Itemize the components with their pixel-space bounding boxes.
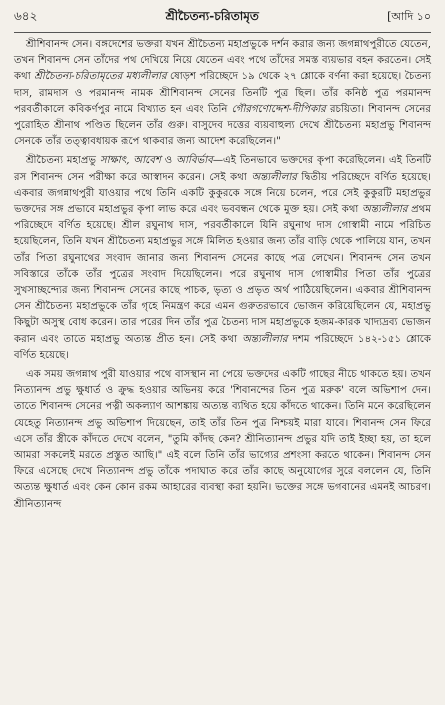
text-run: দশম পরিচ্ছেদে ১৪২-১৫১ শ্লোকে বর্ণিত হয়েছে। — [14, 333, 432, 361]
italic-text: অন্ত্যলীলার — [251, 171, 297, 183]
body-text — [14, 37, 431, 513]
paragraph — [14, 153, 431, 364]
page-header — [14, 8, 431, 33]
italic-text: অন্ত্যলীলার — [362, 204, 408, 216]
text-run: এক সময় জগন্নাথ পুরী যাওয়ার পথে বাসস্থান না পেয়ে ভক্তদের একটি গাছের নীচে থাকতে হয়। তখন নিত্যানন্দ প্রভু ক্ষুধার্ত ও ক্রুদ্ধ হওয়ার অভিনয় করে 'শিবানন্দের তিন পুত্র মরুক' বলে অভিশাপ দেন। তাতে শিবানন্দ সেনের পত্নী অকল্যাণ আশঙ্কায় অত্যন্ত ব্যথিত হয়ে কাঁদতে থাকেন। তিনি মনে করেছিলেন যেহেতু নিত্যানন্দ প্রভু অভিশাপ দিয়েছেন, তাই তাঁর তিন পুত্র নিশ্চয়ই মারা যাবে। শিবানন্দ সেন ফিরে এসে তাঁর স্ত্রীকে কাঁদতে দেখে বলেন, "তুমি কাঁদছ কেন? শ্রীনিত্যানন্দ প্রভুর যদি তাই ইচ্ছা হয়, তা হলে আমরা সকলেই মরতে প্রস্তুত আছি।" এই বলে তিনি তাঁর ভাগ্যের প্রশংসা করতে থাকেন। শিবানন্দ সেন ফিরে এসেছে দেখে নিত্যানন্দ প্রভু তাঁকে পদাঘাত করে তাঁর কাছে অনুযোগের সুরে বললেন যে, তিনি অত্যন্ত ক্ষুধার্ত এবং কেন কোন রকম আহারের ব্যবস্থা করা হয়নি। ভক্তের সঙ্গে ভগবানের এমনই আচরণ। শ্রীনিত্যানন্দ — [14, 369, 431, 510]
text-run: ষোড়শ পরিচ্ছেদে ১৯ থেকে ২৭ শ্লোকে বর্ণনা করা হয়েছে। চৈতন্য দাস, রামদাস ও পরমানন্দ নামক শ্রীশিবানন্দ সেনের তিনটি পুত্র ছিল। তাঁর কনিষ্ঠ পুত্র পরমানন্দ পরবর্তীকালে কবিকর্ণপুর নামে বিখ্যাত হন এবং তিনি — [14, 71, 432, 115]
italic-text: গৌরগণোদ্দেশ-দীপিকার — [231, 103, 326, 115]
text-run: দ্বিতীয় পরিচ্ছেদে বর্ণিত হয়েছে। একবার জগন্নাথপুরী যাওয়ার পথে তিনি একটি কুকুরকে সঙ্গে নিয়ে চলেন, পরে সেই কুকুরটি মহাপ্রভুর ভক্তদের সঙ্গ প্রভাবে মহাপ্রভুর কৃপা লাভ করে এবং ভববন্ধন থেকে মুক্ত হয়। সেই কথা — [14, 171, 431, 216]
text-run: শ্রীচৈতন্য মহাপ্রভু — [26, 155, 100, 167]
italic-text: শ্রীচৈতন্য-চরিতামৃতের মধ্যলীলার — [34, 71, 167, 83]
page-number: ৬৪২ — [14, 9, 38, 23]
text-run: প্রথম পরিচ্ছেদে বর্ণিত হয়েছে। শ্রীল রঘুনাথ দাস, পরবর্তীকালে যিনি রঘুনাথ দাস গোস্বামী নামে পরিচিত হয়েছিলেন, তিনি যখন শ্রীচৈতন্য মহাপ্রভুর সঙ্গে মিলিত হওয়ার জন্য তাঁর বাড়ি থেকে পালিয়ে যান, তখন তাঁর পিতা রঘুনাথের সংবাদ জানার জন্য শিবানন্দ সেনের কাছে পত্র লেখেন। শিবানন্দ সেন তখন সবিস্তারে তাঁকে তাঁর পুত্রের সংবাদ দিয়েছিলেন। পরে রঘুনাথ দাস গোস্বামীর পিতা তাঁর পুত্রের সুখসাচ্ছন্দ্যের জন্য শিবানন্দ সেনের কাছে পাচক, ভৃত্য ও প্রভৃত অর্থ পাঠিয়েছিলেন। একবার শ্রীশিবানন্দ সেন শ্রীচৈতন্য মহাপ্রভুকে তাঁর গৃহে নিমন্ত্রণ করে এমন গুরুতরভাবে ভোজন করিয়েছিলেন যে, মহাপ্রভু কিছুটা অসুস্থ বোধ করেন। তার পরের দিন তাঁর পুত্র চৈতন্য দাস মহাপ্রভুকে হজম-কারক খাদ্যদ্রব্য ভোজন করান এবং তাতে মহাপ্রভু অত্যন্ত প্রীত হন। সেই কথা — [14, 204, 431, 345]
running-title: শ্রীচৈতন্য-চরিতামৃত — [165, 9, 259, 23]
text-run: রচয়িতা। শিবানন্দ সেনের পুরোহিত শ্রীনাথ পণ্ডিত ছিলেন তাঁর গুরু। বাসুদেব দত্তের ব্যয়বাহুল্য দেখে শ্রীচৈতন্য মহাপ্রভু শিবানন্দ সেনকে তাঁর তত্ত্বাবধায়ক রূপে থাকবার জন্য আদেশ করেছিলেন।" — [14, 103, 432, 148]
paragraph — [14, 37, 431, 150]
section-marker: [আদি ১০ — [387, 10, 431, 23]
paragraph — [14, 367, 431, 513]
text-run: ও — [160, 155, 177, 167]
italic-text: সাক্ষাৎ, আবেশ — [99, 155, 161, 167]
text-run: শ্রীশিবানন্দ সেন। বঙ্গদেশের ভক্তরা যখন শ্রীচৈতন্য মহাপ্রভুকে দর্শন করার জন্য জগন্নাথপুরীতে যেতেন, তখন শিবানন্দ সেন তাঁদের পথ দেখিয়ে নিয়ে যেতেন এবং পথে তাঁদের সমস্ত ব্যয়ভার বহন করতেন। সেই কথা — [14, 39, 431, 83]
text-run: —এই তিনভাবে ভক্তদের কৃপা করেছিলেন। এই তিনটি রস শিবানন্দ সেন পরীক্ষা করে আস্বাদন করেন। সেই কথা — [14, 155, 431, 183]
italic-text: অন্ত্যলীলার — [242, 333, 288, 345]
italic-text: আবির্ভাব — [176, 155, 213, 167]
